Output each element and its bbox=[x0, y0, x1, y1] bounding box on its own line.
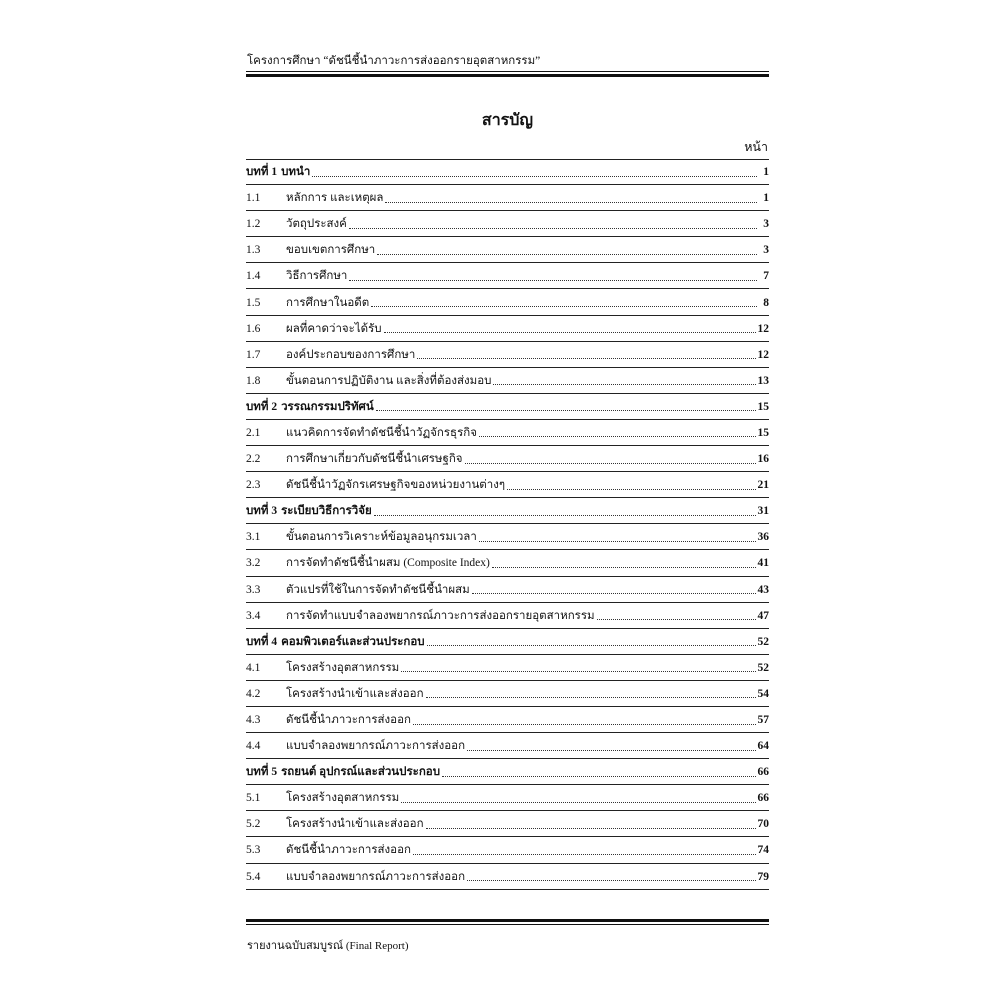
toc-entry-number: 1.2 bbox=[246, 218, 261, 231]
toc-section-row bbox=[246, 524, 769, 550]
toc-entry-page: 54 bbox=[757, 687, 769, 700]
toc-entry-label: ขั้นตอนการปฏิบัติงาน และสิ่งที่ต้องส่งมอบ bbox=[286, 374, 492, 387]
dot-leader bbox=[479, 436, 756, 437]
table-of-contents bbox=[246, 159, 769, 890]
dot-leader bbox=[413, 854, 756, 855]
toc-entry-page: 47 bbox=[757, 609, 769, 622]
toc-section-row bbox=[246, 420, 769, 446]
dot-leader bbox=[597, 619, 756, 620]
toc-entry-label: การศึกษาในอดีต bbox=[286, 296, 370, 309]
toc-entry-page: 1 bbox=[763, 192, 769, 205]
toc-entry-label: แนวคิดการจัดทำดัชนีชี้นำวัฏจักรธุรกิจ bbox=[286, 426, 477, 439]
toc-entry-page: 79 bbox=[757, 870, 769, 883]
toc-entry-page: 41 bbox=[757, 557, 769, 570]
footer-rule bbox=[246, 919, 769, 925]
dot-leader bbox=[467, 750, 755, 751]
toc-entry-label: ขอบเขตการศึกษา bbox=[286, 244, 376, 257]
toc-entry-number: 4.2 bbox=[246, 687, 261, 700]
toc-entry-label: คอมพิวเตอร์และส่วนประกอบ bbox=[281, 635, 425, 648]
dot-leader bbox=[426, 828, 756, 829]
toc-entry-number: บทที่ 4 bbox=[246, 635, 278, 648]
toc-entry-number: 2.2 bbox=[246, 453, 261, 466]
toc-entry-label: โครงสร้างนำเข้าและส่งออก bbox=[286, 687, 424, 700]
toc-entry-page: 31 bbox=[757, 505, 769, 518]
toc-entry-number: 3.1 bbox=[246, 531, 261, 544]
toc-entry-number: บทที่ 2 bbox=[246, 400, 278, 413]
toc-section-row bbox=[246, 368, 769, 394]
dot-leader bbox=[442, 776, 756, 777]
dot-leader bbox=[493, 384, 755, 385]
toc-section-row bbox=[246, 446, 769, 472]
toc-entry-number: 5.1 bbox=[246, 792, 261, 805]
toc-entry-number: 1.7 bbox=[246, 348, 261, 361]
toc-section-row bbox=[246, 655, 769, 681]
toc-entry-number: 1.6 bbox=[246, 322, 261, 335]
toc-entry-page: 12 bbox=[757, 348, 769, 361]
toc-entry-label: การจัดทำดัชนีชี้นำผสม (Composite Index) bbox=[286, 557, 490, 570]
toc-entry-page: 64 bbox=[757, 740, 769, 753]
toc-section-row bbox=[246, 864, 769, 890]
toc-entry-number: 1.8 bbox=[246, 374, 261, 387]
toc-entry-number: บทที่ 3 bbox=[246, 505, 278, 518]
dot-leader bbox=[467, 880, 755, 881]
dot-leader bbox=[417, 358, 755, 359]
toc-entry-label: ดัชนีชี้นำวัฏจักรเศรษฐกิจของหน่วยงานต่างๆ bbox=[286, 479, 506, 492]
toc-section-row bbox=[246, 211, 769, 237]
toc-entry-number: 3.4 bbox=[246, 609, 261, 622]
page-column-label: หน้า bbox=[744, 140, 768, 154]
toc-section-row bbox=[246, 707, 769, 733]
toc-chapter-row bbox=[246, 759, 769, 785]
toc-entry-label: วรรณกรรมปริทัศน์ bbox=[281, 400, 374, 413]
toc-entry-number: 3.3 bbox=[246, 583, 261, 596]
toc-entry-label: ดัชนีชี้นำภาวะการส่งออก bbox=[286, 844, 411, 857]
toc-entry-number: 1.3 bbox=[246, 244, 261, 257]
toc-entry-page: 52 bbox=[757, 661, 769, 674]
toc-entry-label: แบบจำลองพยากรณ์ภาวะการส่งออก bbox=[286, 740, 466, 753]
toc-section-row bbox=[246, 681, 769, 707]
toc-entry-label: ขั้นตอนการวิเคราะห์ข้อมูลอนุกรมเวลา bbox=[286, 531, 477, 544]
toc-section-row bbox=[246, 316, 769, 342]
toc-section-row bbox=[246, 185, 769, 211]
toc-entry-number: 1.5 bbox=[246, 296, 261, 309]
dot-leader bbox=[371, 306, 757, 307]
toc-section-row bbox=[246, 811, 769, 837]
toc-entry-label: โครงสร้างอุตสาหกรรม bbox=[286, 792, 400, 805]
toc-chapter-row bbox=[246, 498, 769, 524]
dot-leader bbox=[376, 410, 756, 411]
toc-entry-label: ระเบียบวิธีการวิจัย bbox=[281, 505, 372, 518]
dot-leader bbox=[312, 176, 757, 177]
toc-entry-page: 21 bbox=[757, 479, 769, 492]
toc-entry-number: 4.1 bbox=[246, 661, 261, 674]
toc-entry-number: 2.3 bbox=[246, 479, 261, 492]
toc-section-row bbox=[246, 550, 769, 576]
toc-entry-page: 43 bbox=[757, 583, 769, 596]
dot-leader bbox=[492, 567, 756, 568]
toc-entry-page: 1 bbox=[763, 166, 769, 179]
toc-entry-label: ตัวแปรที่ใช้ในการจัดทำดัชนีชี้นำผสม bbox=[286, 583, 470, 596]
toc-entry-page: 66 bbox=[757, 766, 769, 779]
toc-entry-page: 70 bbox=[757, 818, 769, 831]
dot-leader bbox=[374, 515, 756, 516]
toc-entry-label: วิธีการศึกษา bbox=[286, 270, 348, 283]
toc-entry-number: 1.1 bbox=[246, 192, 261, 205]
dot-leader bbox=[465, 463, 756, 464]
toc-entry-label: โครงสร้างอุตสาหกรรม bbox=[286, 661, 400, 674]
toc-entry-label: องค์ประกอบของการศึกษา bbox=[286, 348, 416, 361]
toc-entry-number: 3.2 bbox=[246, 557, 261, 570]
toc-entry-page: 74 bbox=[757, 844, 769, 857]
toc-chapter-row bbox=[246, 159, 769, 185]
toc-entry-label: แบบจำลองพยากรณ์ภาวะการส่งออก bbox=[286, 870, 466, 883]
toc-entry-number: 5.4 bbox=[246, 870, 261, 883]
running-header: โครงการศึกษา “ดัชนีชี้นำภาวะการส่งออกรายอุตสาหกรรม” bbox=[247, 55, 541, 67]
toc-entry-number: 4.4 bbox=[246, 740, 261, 753]
dot-leader bbox=[401, 802, 755, 803]
toc-entry-label: การจัดทำแบบจำลองพยากรณ์ภาวะการส่งออกรายอุตสาหกรรม bbox=[286, 609, 595, 622]
dot-leader bbox=[377, 254, 757, 255]
toc-entry-number: 4.3 bbox=[246, 714, 261, 727]
toc-entry-page: 7 bbox=[763, 270, 769, 283]
toc-entry-label: โครงสร้างนำเข้าและส่งออก bbox=[286, 818, 424, 831]
dot-leader bbox=[401, 671, 755, 672]
toc-entry-label: การศึกษาเกี่ยวกับดัชนีชี้นำเศรษฐกิจ bbox=[286, 453, 463, 466]
dot-leader bbox=[427, 645, 756, 646]
toc-entry-page: 3 bbox=[763, 218, 769, 231]
toc-section-row bbox=[246, 342, 769, 368]
toc-entry-label: ดัชนีชี้นำภาวะการส่งออก bbox=[286, 714, 411, 727]
dot-leader bbox=[384, 332, 756, 333]
dot-leader bbox=[385, 202, 757, 203]
toc-section-row bbox=[246, 603, 769, 629]
dot-leader bbox=[413, 724, 756, 725]
toc-section-row bbox=[246, 472, 769, 498]
toc-section-row bbox=[246, 733, 769, 759]
toc-section-row bbox=[246, 577, 769, 603]
toc-entry-number: 2.1 bbox=[246, 426, 261, 439]
page-title: สารบัญ bbox=[481, 112, 534, 129]
toc-section-row bbox=[246, 237, 769, 263]
toc-entry-page: 13 bbox=[757, 374, 769, 387]
toc-section-row bbox=[246, 785, 769, 811]
toc-section-row bbox=[246, 289, 769, 315]
toc-entry-label: วัตถุประสงค์ bbox=[286, 218, 347, 231]
toc-entry-page: 15 bbox=[757, 426, 769, 439]
toc-entry-label: หลักการ และเหตุผล bbox=[286, 192, 384, 205]
header-rule bbox=[246, 71, 769, 77]
running-footer: รายงานฉบับสมบูรณ์ (Final Report) bbox=[247, 940, 409, 952]
toc-entry-page: 57 bbox=[757, 714, 769, 727]
toc-entry-number: 5.3 bbox=[246, 844, 261, 857]
dot-leader bbox=[349, 280, 757, 281]
toc-entry-page: 36 bbox=[757, 531, 769, 544]
toc-entry-page: 3 bbox=[763, 244, 769, 257]
toc-entry-label: ผลที่คาดว่าจะได้รับ bbox=[286, 322, 382, 335]
toc-entry-page: 16 bbox=[757, 453, 769, 466]
dot-leader bbox=[507, 489, 755, 490]
toc-chapter-row bbox=[246, 629, 769, 655]
toc-entry-page: 12 bbox=[757, 322, 769, 335]
toc-section-row bbox=[246, 837, 769, 863]
toc-entry-number: บทที่ 1 bbox=[246, 166, 278, 179]
toc-entry-number: 5.2 bbox=[246, 818, 261, 831]
toc-entry-page: 15 bbox=[757, 400, 769, 413]
toc-chapter-row bbox=[246, 394, 769, 420]
toc-entry-label: บทนำ bbox=[281, 166, 311, 179]
dot-leader bbox=[349, 228, 757, 229]
toc-entry-number: บทที่ 5 bbox=[246, 766, 278, 779]
toc-entry-page: 8 bbox=[763, 296, 769, 309]
toc-entry-page: 66 bbox=[757, 792, 769, 805]
toc-section-row bbox=[246, 263, 769, 289]
dot-leader bbox=[472, 593, 756, 594]
toc-entry-number: 1.4 bbox=[246, 270, 261, 283]
toc-entry-label: รถยนต์ อุปกรณ์และส่วนประกอบ bbox=[281, 766, 440, 779]
dot-leader bbox=[426, 697, 756, 698]
dot-leader bbox=[479, 541, 756, 542]
toc-entry-page: 52 bbox=[757, 635, 769, 648]
